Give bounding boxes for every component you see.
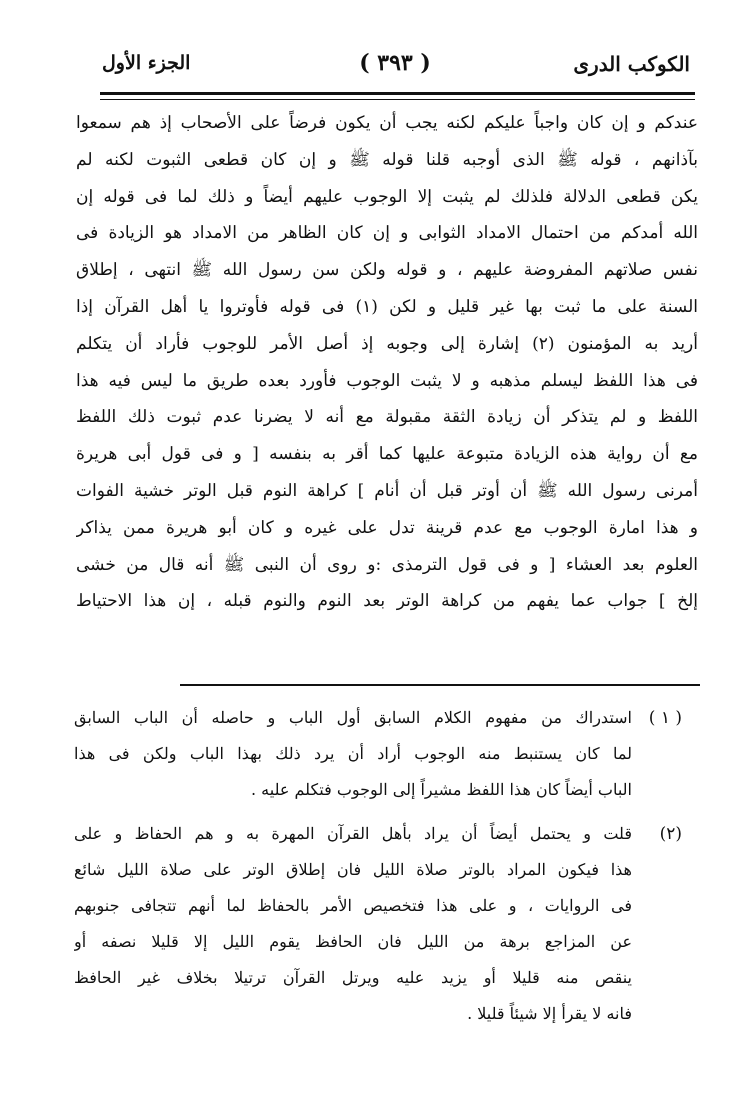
footnote-line: استدراك من مفهوم الكلام السابق أول الباب و حاصله أن الباب السابق (74, 708, 632, 727)
text-line: اللفظ و لم يتذكر أن زيادة الثقة مقبولة مع أنه لا يضرنا عدم ثبوت ذلك اللفظ (76, 407, 698, 428)
footnotes (74, 700, 682, 1040)
text-line: أمرنى رسول الله ﷺ أن أوتر قبل أن أنام ] كراهة النوم قبل الوتر خشية الفوات (76, 480, 698, 501)
main-text (76, 105, 698, 620)
text-line: بآذانهم ، قوله ﷺ الذى أوجبه قلنا قوله ﷺ و إن كان قطعى الثبوت لكنه لم (76, 149, 698, 170)
text-line: و هذا امارة الوجوب مع عدم قرينة تدل على غيره و كان أبو هريرة ممن يذاكر (76, 517, 698, 538)
text-line: فى هذا اللفظ ليسلم مذهبه و لا يثبت الوجوب فأورد بعده طريق ما ليس فيه هذا (76, 370, 698, 391)
text-line: مع أن رواية هذه الزيادة متبوعة عليها كما أقر به بنفسه [ و فى قول أبى هريرة (76, 444, 698, 465)
header-rule-thin (100, 99, 695, 100)
text-line: أريد به المؤمنون (٢) إشارة إلى وجوبه إذ أصل الأمر للوجوب فأراد أن يتكلم (76, 333, 698, 354)
footnote-marker: ( ١ ) (648, 708, 682, 728)
footnote-line: قلت و يحتمل أيضاً أن يراد بأهل القرآن المهرة به و هم الحفاظ و على (74, 824, 632, 843)
book-title: الكوكب الدرى (573, 52, 690, 76)
footnote-2 (74, 816, 682, 1032)
text-line: السنة على ما ثبت بها غير قليل و لكن (١) فى قوله فأوتروا يا أهل القرآن إذا (76, 296, 698, 317)
footnote-line: هذا فيكون المراد بالوتر صلاة الليل فان إطلاق الوتر على صلاة الليل شائع (74, 860, 632, 879)
footnote-line: فى الروايات ، و على هذا فتخصيص الأمر بالحفاظ لما أنهم تتجافى جنوبهم (74, 896, 632, 915)
text-line: إلخ ] جواب عما يفهم من كراهة الوتر بعد النوم والنوم قبله ، إن هذا الاحتياط (76, 591, 698, 612)
text-line: الله أمدكم من احتمال الامداد الثوابى و إن كان الظاهر من الامداد هو الزيادة فى (76, 223, 698, 244)
footnote-line: لما كان يستنبط منه الوجوب أراد أن يرد ذلك بهذا الباب ولكن فى هذا (74, 744, 632, 763)
footnote-1 (74, 700, 682, 808)
footnote-text (74, 816, 632, 1032)
footnote-line: فانه لا يقرأ إلا شيئاً قليلا . (467, 1004, 632, 1023)
footnote-separator (180, 684, 700, 686)
footnote-line: الباب أيضاً كان هذا اللفظ مشيراً إلى الوجوب فتكلم عليه . (250, 780, 632, 799)
running-header (100, 44, 690, 86)
footnote-line: ينقص منه قليلا أو يزيد عليه ويرتل القرآن ترتيلا بخلاف غير الحافظ (74, 968, 632, 987)
page-number: ( ٣٩٣ ) (359, 50, 431, 76)
footnote-text (74, 700, 632, 808)
footnote-marker: (٢) (659, 824, 682, 844)
text-line: عندكم و إن كان واجباً عليكم لكنه يجب أن يكون فرضاً على الأصحاب إذ هم سمعوا (76, 113, 698, 133)
text-line: العلوم بعد العشاء [ و فى قول الترمذى :و روى أن النبى ﷺ أنه قال من خشى (76, 554, 698, 575)
footnote-line: عن المزاجع برهة من الليل فان الحافظ يقوم الليل إلا قليلا نصفه أو (74, 932, 632, 951)
header-rule-thick (100, 92, 695, 95)
text-line: يكن قطعى الدلالة فلذلك لم يثبت إلا الوجوب عليهم أيضاً و ذلك لما فى قوله إن (76, 186, 698, 207)
volume-part: الجزء الأول (102, 52, 191, 74)
text-line: نفس صلاتهم المفروضة عليهم ، و قوله ولكن سن رسول الله ﷺ انتهى ، إطلاق (76, 260, 698, 281)
